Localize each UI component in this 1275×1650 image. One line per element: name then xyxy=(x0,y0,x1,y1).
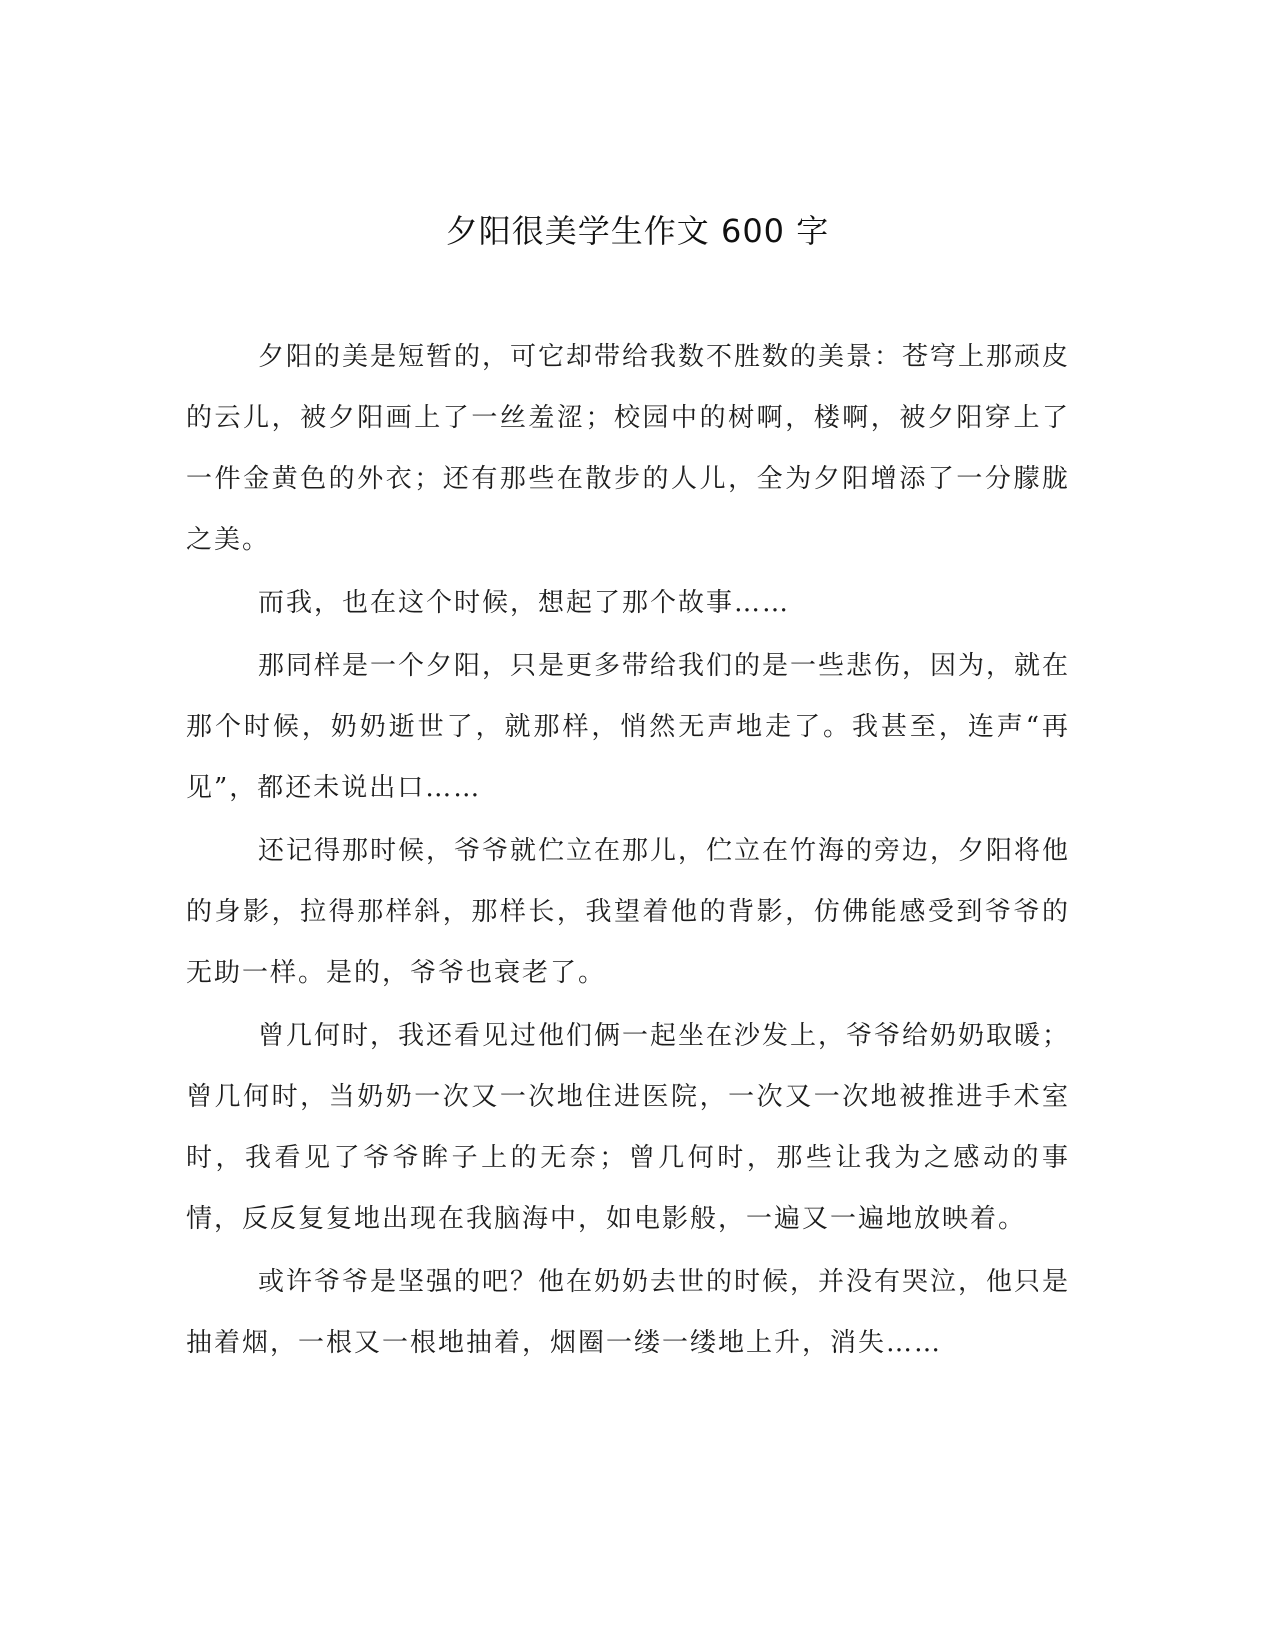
paragraph-1: 夕阳的美是短暂的，可它却带给我数不胜数的美景：苍穹上那顽皮的云儿，被夕阳画上了一丝羞涩；校园中的树啊，楼啊，被夕阳穿上了一件金黄色的外衣；还有那些在散步的人儿，全为夕阳增添了一分朦胧之美。 xyxy=(186,342,1071,555)
paragraph-5: 曾几何时，我还看见过他们俩一起坐在沙发上，爷爷给奶奶取暖；曾几何时，当奶奶一次又一次地住进医院，一次又一次地被推进手术室时，我看见了爷爷眸子上的无奈；曾几何时，那些让我为之感动的事情，反反复复地出现在我脑海中，如电影般，一遍又一遍地放映着。 xyxy=(186,1021,1071,1234)
paragraph-3: 那同样是一个夕阳，只是更多带给我们的是一些悲伤，因为，就在那个时候，奶奶逝世了，就那样，悄然无声地走了。我甚至，连声“再见”，都还未说出口…… xyxy=(186,651,1071,803)
essay-body xyxy=(186,327,1070,1376)
paragraph-6: 或许爷爷是坚强的吧？他在奶奶去世的时候，并没有哭泣，他只是抽着烟，一根又一根地抽着，烟圈一缕一缕地上升，消失…… xyxy=(186,1267,1071,1358)
paragraph-4: 还记得那时候，爷爷就伫立在那儿，伫立在竹海的旁边，夕阳将他的身影，拉得那样斜，那样长，我望着他的背影，仿佛能感受到爷爷的无助一样。是的，爷爷也衰老了。 xyxy=(186,836,1071,988)
paragraph-2: 而我，也在这个时候，想起了那个故事…… xyxy=(258,588,791,618)
document-title: 夕阳很美学生作文 600 字 xyxy=(445,212,830,250)
